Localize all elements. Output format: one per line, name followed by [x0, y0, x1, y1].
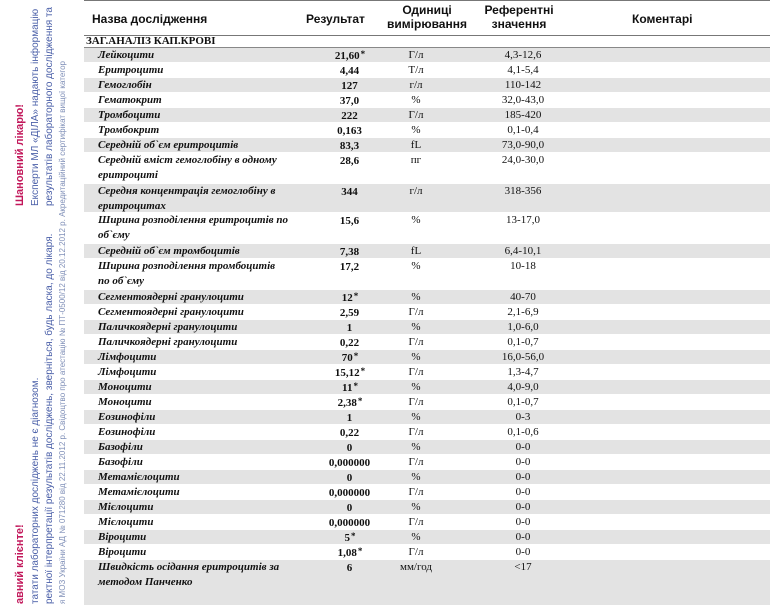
abnormal-flag: *: [357, 396, 363, 406]
test-unit: %: [411, 531, 421, 543]
result-value: 7,38: [339, 246, 360, 258]
reference-range: 0-0: [515, 456, 531, 468]
table-row: [84, 93, 770, 108]
reference-range: 6,4-10,1: [504, 245, 542, 257]
table-row: [84, 48, 770, 63]
reference-range: 4,0-9,0: [507, 381, 539, 393]
reference-range: 73,0-90,0: [501, 139, 545, 151]
test-name: Середня концентрація гемоглобіну в еритроцитах: [98, 185, 276, 212]
table-row: [84, 425, 770, 440]
test-unit: %: [411, 321, 421, 333]
test-unit: Г/л: [408, 456, 424, 468]
result-value: 37,0: [339, 95, 360, 107]
result-value: 0: [346, 502, 353, 514]
test-name: Сегментоядерні гранулоцити: [98, 306, 244, 318]
abnormal-flag: *: [357, 546, 363, 556]
test-name: Ширина розподілення еритроцитів по об`єму: [98, 214, 288, 241]
table-row: [84, 545, 770, 560]
table-header: [84, 0, 770, 36]
test-unit: Т/л: [408, 64, 424, 76]
test-result: [320, 321, 380, 334]
accreditation-line: я МОЗ України АД № 071280 від 22.11.2012 р. Свідоцтво про атестацію № ПТ-0500/12 від 20.12.2012 р. Акредитаційний сертифікат вищої категор: [58, 61, 67, 604]
reference-range: 2,1-6,9: [507, 306, 539, 318]
test-unit: %: [411, 214, 421, 226]
result-value: 0,000000: [328, 517, 371, 529]
notice-doctor-line2: результатів лабораторного дослідження та: [44, 7, 55, 206]
test-unit: %: [411, 124, 421, 136]
result-value: 0,000000: [328, 457, 371, 469]
test-name: Паличкоядерні гранулоцити: [98, 336, 238, 348]
table-row: [84, 305, 770, 320]
test-name: Середній об`єм тромбоцитів: [98, 245, 240, 257]
test-result: [320, 561, 380, 574]
test-result: [320, 456, 380, 469]
result-value: 70: [341, 352, 353, 364]
result-value: 11: [342, 382, 353, 394]
table-row: [84, 335, 770, 350]
reference-range: 0-0: [515, 501, 531, 513]
result-value: 83,3: [339, 140, 360, 152]
test-result: [320, 336, 380, 349]
test-result: [320, 79, 380, 92]
notice-client-line1: татати лабораторних досліджень не є діагнозом.: [30, 377, 41, 604]
reference-range: 1,0-6,0: [507, 321, 539, 333]
result-value: 28,6: [339, 155, 360, 167]
table-row: [84, 365, 770, 380]
test-unit: %: [411, 381, 421, 393]
table-row: [84, 485, 770, 500]
reference-range: 13-17,0: [506, 214, 540, 226]
test-result: [320, 109, 380, 122]
reference-range: 0-0: [515, 486, 531, 498]
result-value: 1: [346, 322, 353, 334]
test-name: Віроцити: [98, 531, 147, 543]
abnormal-flag: *: [351, 531, 356, 541]
test-name: Мієлоцити: [98, 516, 154, 528]
test-unit: Г/л: [408, 306, 424, 318]
header-name: Назва дослідження: [92, 12, 208, 26]
table-row: [84, 184, 770, 213]
test-unit: %: [411, 411, 421, 423]
test-unit: Г/л: [408, 396, 424, 408]
test-unit: мм/год: [400, 561, 432, 573]
test-result: [320, 64, 380, 77]
test-unit: %: [411, 94, 421, 106]
result-value: 2,38: [337, 397, 357, 409]
test-unit: пг: [410, 154, 422, 166]
test-result: [320, 245, 380, 258]
test-unit: г/л: [409, 185, 423, 197]
result-value: 0,22: [339, 337, 360, 349]
test-unit: Г/л: [408, 486, 424, 498]
test-result: [320, 381, 380, 394]
header-unit: Одиниці вимірювання: [387, 3, 467, 31]
test-result: [320, 426, 380, 439]
table-row: [84, 320, 770, 335]
test-name: Лейкоцити: [98, 49, 155, 61]
test-name: Еозинофіли: [98, 411, 156, 423]
test-unit: fL: [410, 139, 422, 151]
reference-range: 16,0-56,0: [501, 351, 545, 363]
reference-range: 0-0: [515, 516, 531, 528]
test-name: Ширина розподілення тромбоцитів по об`єму: [98, 260, 276, 287]
result-value: 4,44: [339, 65, 360, 77]
abnormal-flag: *: [353, 381, 358, 391]
test-unit: Г/л: [408, 336, 424, 348]
test-result: [320, 185, 380, 198]
test-unit: %: [411, 441, 421, 453]
result-value: 127: [341, 80, 358, 92]
table-row: [84, 213, 770, 244]
test-name: Лімфоцити: [98, 366, 157, 378]
reference-range: 4,1-5,4: [507, 64, 539, 76]
reference-range: 0-3: [515, 411, 531, 423]
reference-range: 0-0: [515, 441, 531, 453]
table-row: [84, 470, 770, 485]
reference-range: 110-142: [504, 79, 542, 91]
notice-client-line2: ректної інтерпретації результатів досліджень, зверніться, будь ласка, до лікаря.: [44, 233, 55, 604]
test-name: Гемоглобін: [98, 79, 152, 91]
result-value: 12: [341, 292, 353, 304]
test-unit: Г/л: [408, 426, 424, 438]
test-result: [320, 291, 380, 304]
test-result: [320, 396, 380, 409]
test-name: Середній вміст гемоглобіну в одному еритроциті: [98, 154, 277, 181]
test-result: [320, 516, 380, 529]
result-value: 0: [346, 472, 353, 484]
test-name: Віроцити: [98, 546, 147, 558]
header-ref: Референтні значення: [484, 3, 554, 31]
test-unit: Г/л: [408, 366, 424, 378]
result-value: 1,08: [337, 547, 357, 559]
result-value: 17,2: [339, 261, 360, 273]
table-row: [84, 380, 770, 395]
table-row: [84, 244, 770, 259]
test-result: [320, 411, 380, 424]
test-name: Тромбокрит: [98, 124, 160, 136]
table-row: [84, 78, 770, 93]
reference-range: 0-0: [515, 471, 531, 483]
test-name: Середній об`єм еритроцитів: [98, 139, 239, 151]
result-value: 222: [341, 110, 358, 122]
table-row: [84, 455, 770, 470]
abnormal-flag: *: [360, 49, 366, 59]
abnormal-flag: *: [360, 366, 366, 376]
test-unit: %: [411, 351, 421, 363]
test-result: [320, 49, 380, 62]
table-row: [84, 350, 770, 365]
result-value: 2,59: [339, 307, 360, 319]
notice-doctor-title: Шановний лікарю!: [14, 104, 26, 206]
reference-range: 0,1-0,7: [507, 396, 539, 408]
table-row: [84, 290, 770, 305]
notice-doctor-line1: Експерти МЛ «ДІЛА» надають інформацію: [30, 8, 41, 206]
test-name: Паличкоядерні гранулоцити: [98, 321, 238, 333]
result-value: 344: [341, 186, 358, 198]
table-row: [84, 123, 770, 138]
test-name: Еозинофіли: [98, 426, 156, 438]
reference-range: 4,3-12,6: [504, 49, 542, 61]
result-value: 0,163: [337, 125, 362, 137]
side-notice: [0, 0, 82, 604]
abnormal-flag: *: [353, 291, 359, 301]
result-value: 0: [346, 442, 353, 454]
reference-range: 32,0-43,0: [501, 94, 545, 106]
reference-range: 1,3-4,7: [507, 366, 539, 378]
reference-range: 0,1-0,4: [507, 124, 539, 136]
results-table: [84, 35, 770, 606]
test-name: Еритроцити: [98, 64, 164, 76]
result-value: 15,6: [339, 215, 360, 227]
test-result: [320, 471, 380, 484]
table-row: [84, 108, 770, 123]
reference-range: 24,0-30,0: [501, 154, 545, 166]
test-name: Лімфоцити: [98, 351, 157, 363]
test-name: Моноцити: [98, 396, 152, 408]
test-unit: Г/л: [408, 516, 424, 528]
test-name: Моноцити: [98, 381, 152, 393]
test-unit: fL: [410, 245, 422, 257]
test-name: Швидкість осідання еритроцитів за методом Панченко: [98, 561, 280, 588]
section-title: ЗАГ.АНАЛІЗ КАП.КРОВІ: [84, 35, 770, 48]
reference-range: 0-0: [515, 546, 531, 558]
table-row: [84, 560, 770, 606]
test-result: [320, 124, 380, 137]
table-row: [84, 500, 770, 515]
test-result: [320, 214, 380, 227]
reference-range: 0-0: [515, 531, 531, 543]
test-result: [320, 94, 380, 107]
table-row: [84, 395, 770, 410]
test-name: Гематокрит: [98, 94, 162, 106]
test-name: Базофіли: [98, 456, 143, 468]
abnormal-flag: *: [353, 351, 359, 361]
table-row: [84, 440, 770, 455]
test-unit: Г/л: [408, 109, 424, 121]
test-unit: Г/л: [408, 546, 424, 558]
reference-range: 318-356: [504, 185, 542, 197]
test-name: Тромбоцити: [98, 109, 161, 121]
result-value: 0,000000: [328, 487, 371, 499]
result-value: 21,60: [334, 50, 360, 62]
result-value: 6: [346, 562, 353, 574]
result-value: 0,22: [339, 427, 360, 439]
result-value: 15,12: [334, 367, 360, 379]
test-result: [320, 501, 380, 514]
result-value: 1: [346, 412, 353, 424]
test-result: [320, 260, 380, 273]
table-row: [84, 138, 770, 153]
notice-client-title: авний клієнте!: [14, 524, 26, 604]
table-row: [84, 259, 770, 290]
reference-range: 0,1-0,6: [507, 426, 539, 438]
test-result: [320, 154, 380, 167]
test-result: [320, 366, 380, 379]
reference-range: 185-420: [504, 109, 542, 121]
result-value: 5: [344, 532, 350, 544]
test-unit: г/л: [409, 79, 423, 91]
reference-range: 40-70: [510, 291, 536, 303]
test-result: [320, 139, 380, 152]
test-result: [320, 351, 380, 364]
test-result: [320, 546, 380, 559]
header-comment: Коментарі: [632, 12, 693, 26]
test-name: Метамієлоцити: [98, 471, 180, 483]
table-row: [84, 410, 770, 425]
test-name: Метамієлоцити: [98, 486, 180, 498]
test-unit: %: [411, 291, 421, 303]
test-name: Сегментоядерні гранулоцити: [98, 291, 244, 303]
reference-range: 10-18: [510, 260, 536, 272]
table-row: [84, 530, 770, 545]
reference-range: 0,1-0,7: [507, 336, 539, 348]
test-result: [320, 441, 380, 454]
reference-range: <17: [514, 561, 532, 573]
test-result: [320, 531, 380, 544]
test-unit: %: [411, 260, 421, 272]
table-row: [84, 153, 770, 184]
header-result: Результат: [306, 12, 365, 26]
test-name: Мієлоцити: [98, 501, 154, 513]
table-row: [84, 515, 770, 530]
test-unit: %: [411, 501, 421, 513]
test-unit: Г/л: [408, 49, 424, 61]
test-unit: %: [411, 471, 421, 483]
test-result: [320, 306, 380, 319]
test-result: [320, 486, 380, 499]
test-name: Базофіли: [98, 441, 143, 453]
table-row: [84, 63, 770, 78]
